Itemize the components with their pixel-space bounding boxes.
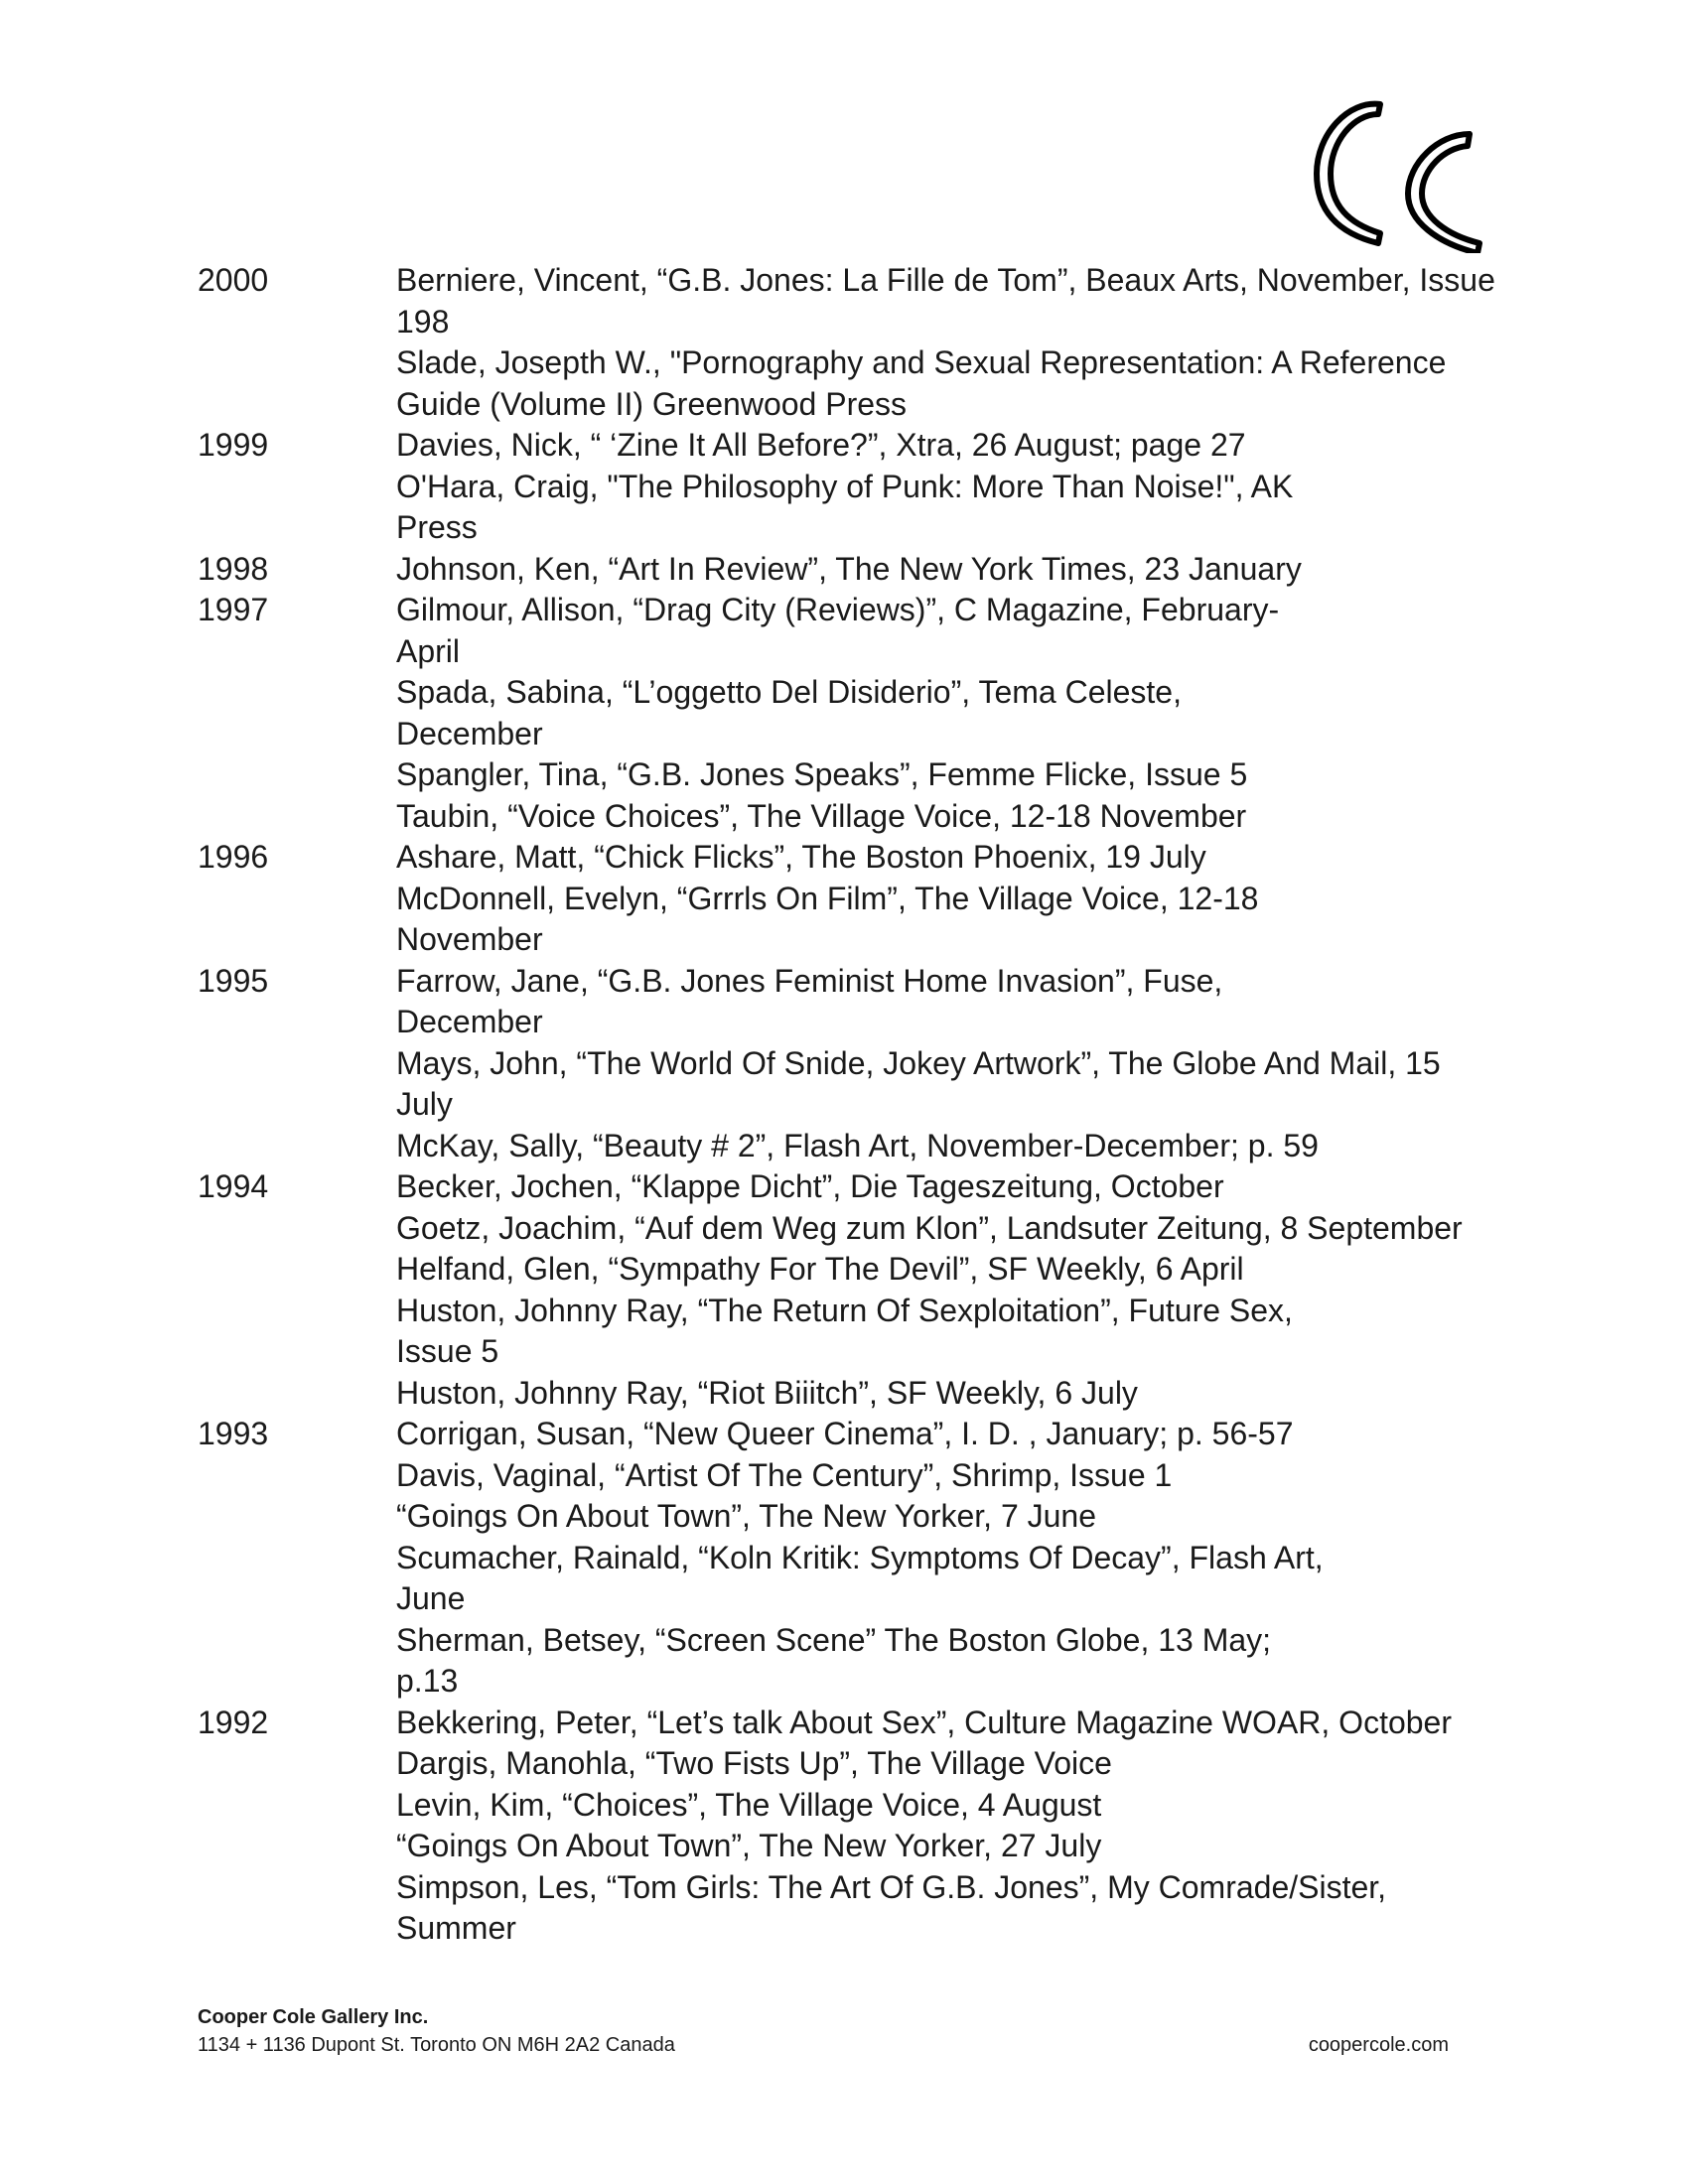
citation-line: Issue 5 (396, 1333, 499, 1369)
citation-line: Sherman, Betsey, “Screen Scene” The Boston Globe, 13 May; (396, 1621, 1272, 1658)
citation-line: Davis, Vaginal, “Artist Of The Century”, Shrimp, Issue 1 (396, 1456, 1173, 1493)
citation-line: July (396, 1086, 453, 1122)
citation-line: Dargis, Manohla, “Two Fists Up”, The Village Voice (396, 1745, 1112, 1781)
entry-list (396, 837, 1508, 961)
citation-line: Helfand, Glen, “Sympathy For The Devil”, SF Weekly, 6 April (396, 1251, 1244, 1287)
citation-line: Taubin, “Voice Choices”, The Village Voice, 12-18 November (396, 797, 1247, 834)
year-block (198, 260, 1508, 425)
entry-list (396, 260, 1508, 425)
citation-line: Ashare, Matt, “Chick Flicks”, The Boston Phoenix, 19 July (396, 839, 1206, 875)
entry-list (396, 590, 1508, 837)
citation-line: Davies, Nick, “ ‘Zine It All Before?”, Xtra, 26 August; page 27 (396, 427, 1246, 463)
citation-line: Summer (396, 1910, 516, 1946)
bibliography-list (198, 260, 1508, 1950)
citation-line: June (396, 1580, 466, 1616)
year-block (198, 590, 1508, 837)
citation-line: Huston, Johnny Ray, “The Return Of Sexploitation”, Future Sex, (396, 1292, 1293, 1328)
citation-line: Mays, John, “The World Of Snide, Jokey Artwork”, The Globe And Mail, 15 (396, 1044, 1441, 1081)
citation-line: December (396, 715, 543, 751)
citation-line: “Goings On About Town”, The New Yorker, 7 June (396, 1498, 1097, 1534)
citation-line: Goetz, Joachim, “Auf dem Weg zum Klon”, Landsuter Zeitung, 8 September (396, 1209, 1463, 1246)
citation-line: Farrow, Jane, “G.B. Jones Feminist Home Invasion”, Fuse, (396, 962, 1223, 999)
year-block (198, 1414, 1508, 1703)
citation-line: “Goings On About Town”, The New Yorker, 27 July (396, 1828, 1102, 1863)
citation-line: Huston, Johnny Ray, “Riot Biiitch”, SF Weekly, 6 July (396, 1374, 1138, 1411)
citation-line: Simpson, Les, “Tom Girls: The Art Of G.B. Jones”, My Comrade/Sister, (396, 1868, 1387, 1905)
entry-list (396, 1703, 1508, 1950)
year-label: 1995 (198, 962, 269, 999)
citation-line: p.13 (396, 1663, 459, 1699)
year-label: 1993 (198, 1416, 269, 1451)
citation-line: December (396, 1004, 543, 1039)
citation-line: Becker, Jochen, “Klappe Dicht”, Die Tageszeitung, October (396, 1168, 1224, 1204)
gallery-address: 1134 + 1136 Dupont St. Toronto ON M6H 2A2 Canada (198, 2034, 675, 2056)
citation-line: Johnson, Ken, “Art In Review”, The New York Times, 23 January (396, 550, 1302, 587)
year-label: 1992 (198, 1704, 269, 1740)
year-label: 2000 (198, 262, 269, 298)
citation-line: Bekkering, Peter, “Let’s talk About Sex”, Culture Magazine WOAR, October (396, 1704, 1452, 1740)
citation-line: McDonnell, Evelyn, “Grrrls On Film”, The Village Voice, 12-18 (396, 880, 1259, 916)
year-block (198, 1166, 1508, 1414)
gallery-website-link[interactable]: coopercole.com (1308, 2034, 1449, 2056)
year-block (198, 837, 1508, 961)
year-label: 1994 (198, 1168, 269, 1204)
gallery-name: Cooper Cole Gallery Inc. (198, 2006, 429, 2028)
citation-line: Spangler, Tina, “G.B. Jones Speaks”, Femme Flicke, Issue 5 (396, 756, 1248, 792)
entry-list (396, 1414, 1508, 1703)
year-block (198, 1703, 1508, 1950)
citation-line: Spada, Sabina, “L’oggetto Del Disiderio”, Tema Celeste, (396, 674, 1182, 710)
year-label: 1999 (198, 427, 269, 463)
entry-list (396, 1166, 1508, 1414)
citation-line: Guide (Volume II) Greenwood Press (396, 385, 908, 422)
citation-line: November (396, 921, 543, 957)
citation-line: Berniere, Vincent, “G.B. Jones: La Fille de Tom”, Beaux Arts, November, Issue (396, 262, 1495, 298)
year-block (198, 425, 1508, 549)
year-label: 1997 (198, 592, 269, 627)
citation-line: Press (396, 509, 478, 545)
year-label: 1996 (198, 839, 269, 875)
year-label: 1998 (198, 550, 269, 587)
citation-line: Levin, Kim, “Choices”, The Village Voice, 4 August (396, 1786, 1102, 1823)
entry-list (396, 549, 1508, 591)
citation-line: O'Hara, Craig, "The Philosophy of Punk: More Than Noise!", AK (396, 468, 1294, 504)
citation-line: Scumacher, Rainald, “Koln Kritik: Symptoms Of Decay”, Flash Art, (396, 1539, 1324, 1575)
citation-line: McKay, Sally, “Beauty # 2”, Flash Art, November-December; p. 59 (396, 1127, 1319, 1163)
year-block (198, 549, 1508, 591)
entry-list (396, 425, 1508, 549)
cc-logo (1309, 94, 1497, 253)
entry-list (396, 961, 1508, 1167)
citation-line: Gilmour, Allison, “Drag City (Reviews)”, C Magazine, February- (396, 592, 1280, 627)
citation-line: Slade, Josepth W., "Pornography and Sexual Representation: A Reference (396, 344, 1447, 380)
citation-line: April (396, 632, 461, 669)
citation-line: 198 (396, 303, 450, 340)
footer (198, 2003, 1449, 2059)
year-block (198, 961, 1508, 1167)
citation-line: Corrigan, Susan, “New Queer Cinema”, I. D. , January; p. 56-57 (396, 1416, 1294, 1451)
